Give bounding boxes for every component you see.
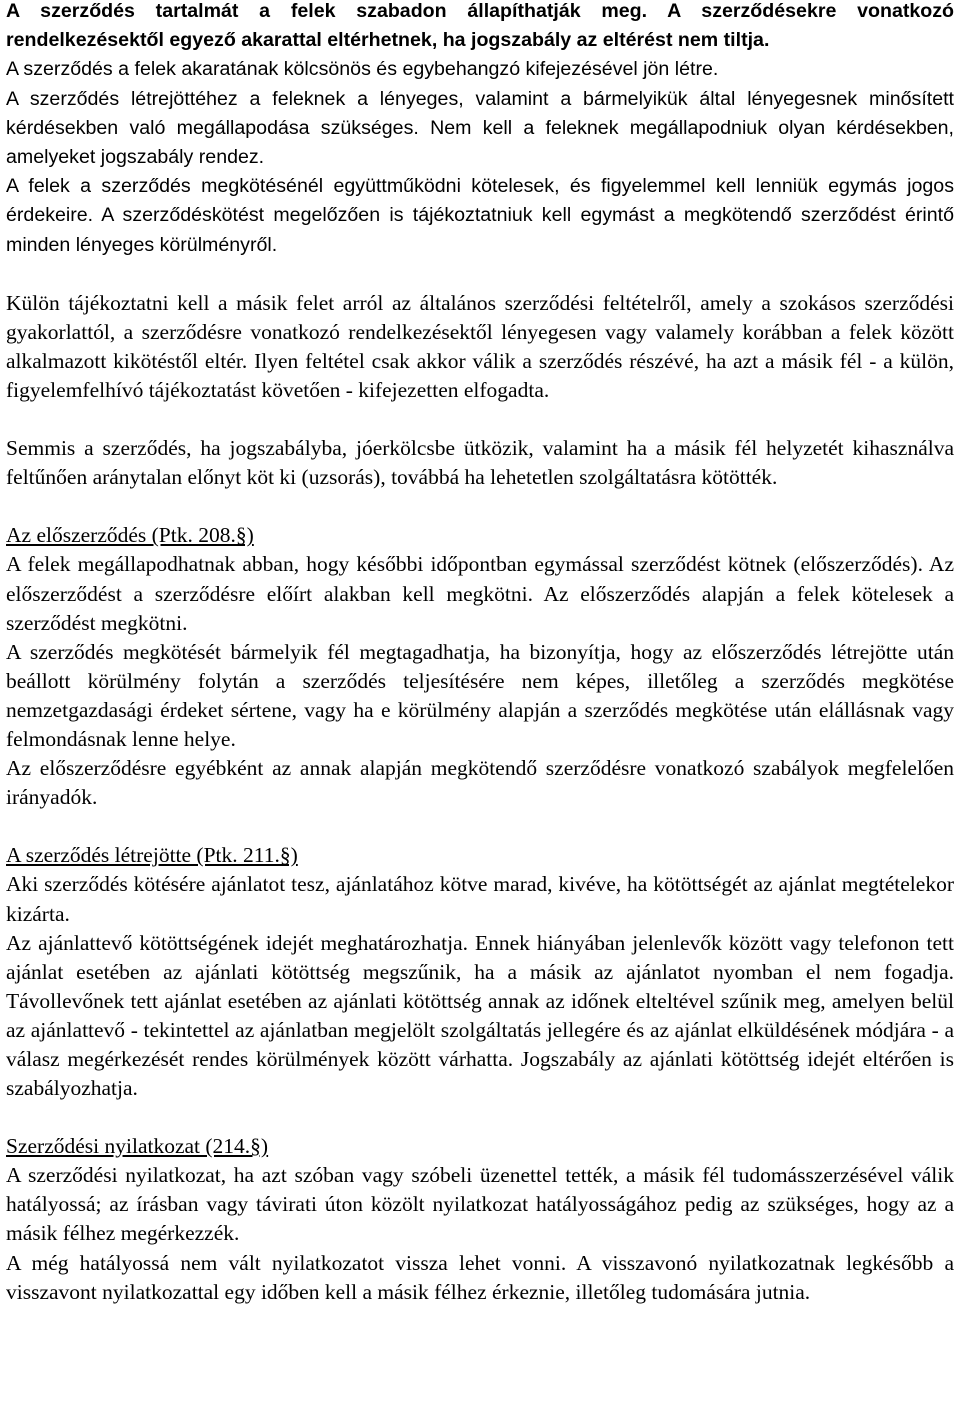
spacer [6, 492, 954, 521]
intro-paragraph-3: A felek a szerződés megkötésénél együttműködni kötelesek, és figyelemmel kell lenniük egymás jogos érdekeire. A szerződéskötést megelőzően is tájékoztatniuk kell egymást a megkötendő szerződést érintő minden lényeges körülményről. [6, 175, 954, 256]
intro-bold-paragraph: A szerződés tartalmát a felek szabadon állapíthatják meg. A szerződésekre vonatkozó rendelkezésektől egyező akarattal eltérhetnek, ha jogszabály az eltérést nem tiltja. [6, 0, 954, 52]
section-paragraph: A szerződés megkötését bármelyik fél megtagadhatja, ha bizonyítja, hogy az előszerződés létrejötte után beállott körülmény folytán a szerződés teljesítésére nem képes, illetőleg a szerződés megkötése nemzetgazdasági érdeket sértene, vagy ha e körülmény alapján a szerződés megkötése után elállásnak vagy felmondásnak lenne helye. [6, 639, 954, 752]
spacer [6, 405, 954, 434]
section-heading-preliminary-contract: Az előszerződés (Ptk. 208.§) [6, 523, 254, 548]
void-contract-paragraph: Semmis a szerződés, ha jogszabályba, jóerkölcsbe ütközik, valamint ha a másik fél helyzetét kihasználva feltűnően aránytalan előnyt köt ki (uzsorás), továbbá ha lehetetlen szolgáltatásra kötötték. [6, 436, 954, 490]
general-terms-paragraph: Külön tájékoztatni kell a másik felet arról az általános szerződési feltételről, amely a szokásos szerződési gyakorlattól, a szerződésre vonatkozó rendelkezésektől lényegesen vagy valamely korábban a felek között alkalmazott kikötéstől eltér. Ilyen feltétel csak akkor válik a szerződés részévé, ha azt a másik fél - a külön, figyelemfelhívó tájékoztatást követően - kifejezetten elfogadta. [6, 290, 954, 403]
section-paragraph: A még hatályossá nem vált nyilatkozatot vissza lehet vonni. A visszavonó nyilatkozatnak legkésőbb a visszavont nyilatkozattal egy időben kell a másik félhez érkeznie, illetőleg tudomására jutnia. [6, 1250, 954, 1304]
spacer [6, 1103, 954, 1132]
section-paragraph: Az ajánlattevő kötöttségének idejét meghatározhatja. Ennek hiányában jelenlevők között vagy telefonon tett ajánlat esetében az ajánlati kötöttség megszűnik, ha a másik az ajánlatot nyomban el nem fogadja. Távollevőnek tett ajánlat esetében az ajánlati kötöttség annak az időnek elteltével szűnik meg, amelyen belül az ajánlattevő - tekintettel az ajánlatban megjelölt szolgáltatás jellegére és az ajánlat elküldésének módjára - a válasz megérkezését rendes körülmények között várhatta. Jogszabály az ajánlati kötöttség idejét eltérően is szabályozhatja. [6, 930, 954, 1101]
section-paragraph: A felek megállapodhatnak abban, hogy későbbi időpontban egymással szerződést kötnek (előszerződés). Az előszerződést a szerződésre előírt alakban kell megkötni. Az előszerződés alapján a felek kötelesek a szerződést megkötni. [6, 552, 954, 635]
section-paragraph: A szerződési nyilatkozat, ha azt szóban vagy szóbeli üzenettel tették, a másik fél tudomásszerzésével válik hatályossá; az írásban vagy távirati úton közölt nyilatkozat hatályosságához pedig az szükséges, hogy az a másik félhez megérkezzék. [6, 1163, 954, 1246]
body-block [6, 289, 954, 1307]
section-heading-contract-formation: A szerződés létrejötte (Ptk. 211.§) [6, 843, 298, 868]
intro-paragraph-1: A szerződés a felek akaratának kölcsönös és egybehangzó kifejezésével jön létre. [6, 58, 719, 81]
spacer [6, 812, 954, 841]
intro-block [6, 0, 954, 260]
section-heading-contractual-statement: Szerződési nyilatkozat (214.§) [6, 1134, 269, 1159]
section-paragraph: Aki szerződés kötésére ajánlatot tesz, ajánlatához kötve marad, kivéve, ha kötöttségét az ajánlat megtételekor kizárta. [6, 872, 954, 926]
section-paragraph: Az előszerződésre egyébként az annak alapján megkötendő szerződésre vonatkozó szabályok megfelelően irányadók. [6, 756, 954, 810]
intro-paragraph-2: A szerződés létrejöttéhez a feleknek a lényeges, valamint a bármelyikük által lényegesnek minősített kérdésekben való megállapodása szükséges. Nem kell a feleknek megállapodniuk olyan kérdésekben, amelyeket jogszabály rendez. [6, 87, 954, 169]
spacer [6, 260, 954, 289]
